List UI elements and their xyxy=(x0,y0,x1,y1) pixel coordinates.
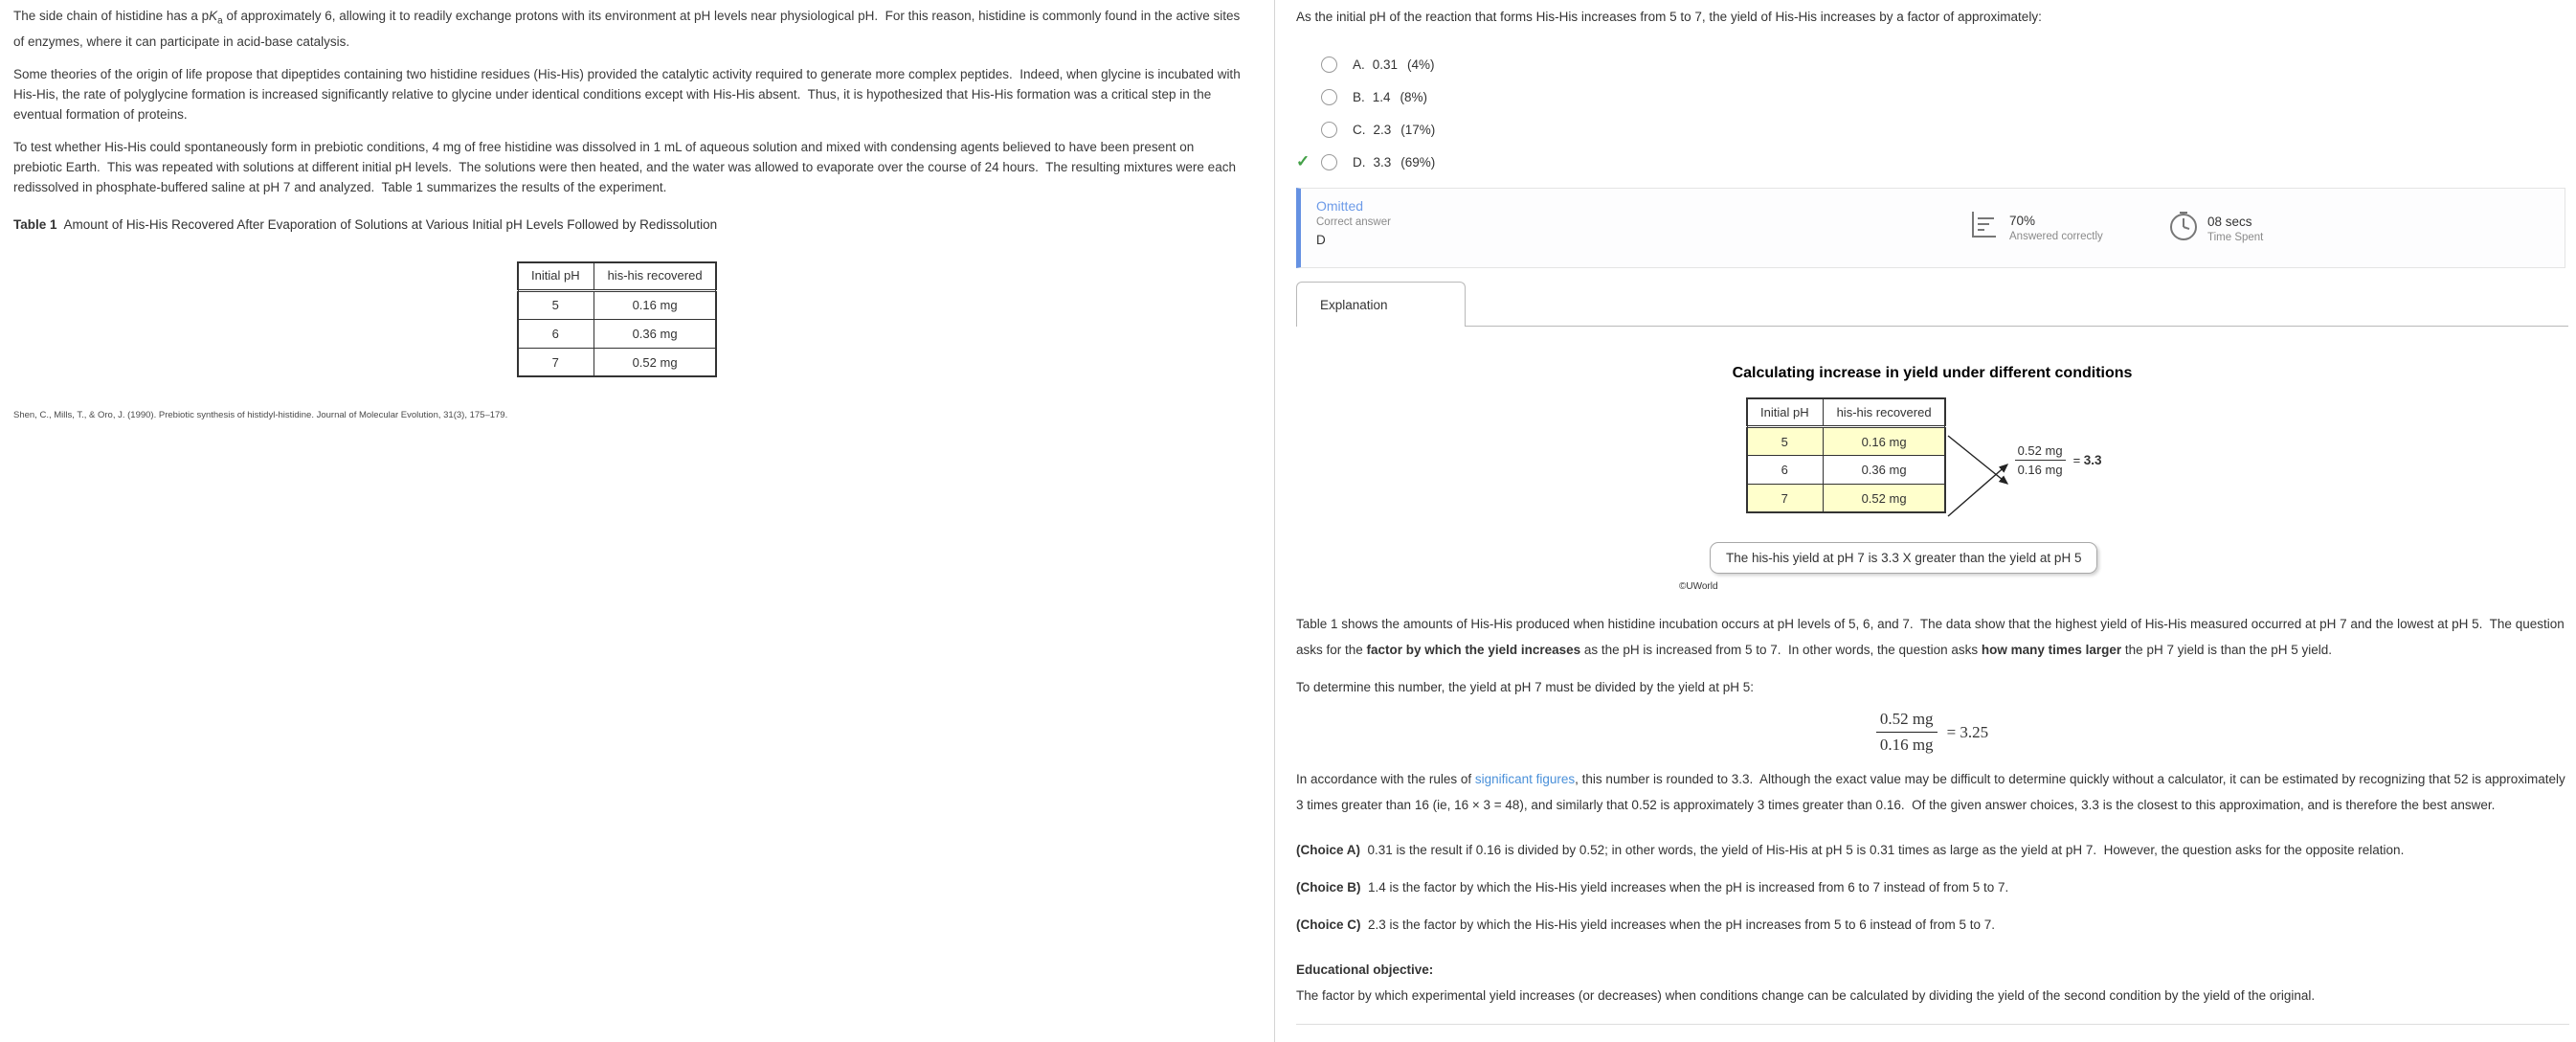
choice-letter: D. xyxy=(1353,154,1366,170)
equals-sign: = xyxy=(2072,453,2084,467)
choice-letter: B. xyxy=(1353,89,1365,104)
table-caption-text: Amount of His-His Recovered After Evaporation of Solutions at Various Initial pH Levels Followed by Redissolution xyxy=(60,216,718,232)
fraction-numerator: 0.52 mg xyxy=(2015,443,2066,461)
table-row: 6 0.36 mg xyxy=(1747,456,1946,485)
cell-ph: 7 xyxy=(518,348,594,376)
cell-ph: 5 xyxy=(518,290,594,319)
choice-percent: (8%) xyxy=(1400,89,1428,104)
choice-d[interactable] xyxy=(1296,146,2568,178)
passage-text: of approximately 6, allowing it to readily exchange protons with its environment at pH levels near physiological pH. For this reason, histidine is commonly found in the active sites of enzymes, where it can participate in acid-base catalysis. xyxy=(13,9,1244,49)
choice-c[interactable] xyxy=(1296,113,2568,146)
table-caption-label: Table 1 xyxy=(13,216,57,232)
fraction-result: 3.3 xyxy=(2083,453,2102,467)
cell-recovered: 0.52 mg xyxy=(594,348,716,376)
time-label: Time Spent xyxy=(2207,231,2264,243)
choice-letter: C. xyxy=(1353,122,1366,137)
panel-divider xyxy=(1274,0,1275,1042)
tab-explanation[interactable]: Explanation xyxy=(1296,282,1466,327)
radio-button[interactable] xyxy=(1321,122,1337,138)
choice-c-explanation: (Choice C) 2.3 is the factor by which the His-His yield increases when the pH increases from 5 to 6 instead of from 5 to 7. xyxy=(1296,917,1996,932)
passage-text: The side chain of histidine has a p xyxy=(13,9,210,23)
educational-objective: Educational objective: The factor by which experimental yield increases (or decreases) when conditions change can be calculated by dividing the yield of the second condition by the yield of the original. xyxy=(1296,963,2316,1003)
status-badge: Omitted xyxy=(1316,198,1364,214)
table-caption xyxy=(13,215,1243,235)
answered-label: Answered correctly xyxy=(2009,230,2103,242)
correct-check-icon: ✓ xyxy=(1296,152,1310,170)
result-status-block xyxy=(1316,198,1391,247)
choice-letter: A. xyxy=(1353,57,1365,72)
choice-value: 1.4 xyxy=(1372,89,1391,104)
choice-value: 0.31 xyxy=(1372,57,1399,72)
column-header: his-his recovered xyxy=(594,261,716,290)
figure-fraction xyxy=(2015,443,2102,477)
explanation-paragraph: In accordance with the rules of significant figures, this number is rounded to 3.3. Although the exact value may be difficult to determine quickly without a calculator, it can be estimated by recognizing that 52 is approximately 3 times greater than 16 (ie, 16 × 3 = 48), and similarly that 0.52 is approximately 3 times greater than 0.16. Of the given answer choices, 3.3 is the closest to this approximation, and is therefore the best answer. xyxy=(1296,772,2569,812)
choice-b-explanation: (Choice B) 1.4 is the factor by which the His-His yield increases when the pH is increased from 6 to 7 instead of from 5 to 7. xyxy=(1296,880,2009,895)
table-row xyxy=(518,319,717,348)
radio-button[interactable] xyxy=(1321,154,1337,170)
column-header: his-his recovered xyxy=(1823,398,1945,427)
passage-table-wrap xyxy=(517,261,1243,377)
choice-value: 3.3 xyxy=(1373,154,1392,170)
choice-label: (Choice A) xyxy=(1296,843,1360,857)
figure-table xyxy=(1746,397,1946,513)
significant-figures-link[interactable]: significant figures xyxy=(1474,772,1576,786)
radio-button[interactable] xyxy=(1321,89,1337,105)
cell-ph: 6 xyxy=(518,319,594,348)
equation xyxy=(1296,710,2568,755)
passage-paragraph: Some theories of the origin of life propose that dipeptides containing two histidine residues (His-His) provided the catalytic activity required to generate more complex peptides. Indeed, when glycine is incubated with His-His, the rate of polyglycine formation is increased significantly relative to glycine under identical conditions except with His-His absent. Thus, it is hypothesized that His-His formation was a critical step in the eventual formation of proteins. xyxy=(13,66,1244,122)
answered-correctly-stat xyxy=(1969,210,2103,245)
figure-title: Calculating increase in yield under different conditions xyxy=(1732,365,2133,381)
choice-percent: (17%) xyxy=(1400,122,1436,137)
clock-icon xyxy=(2167,210,2200,247)
column-header: Initial pH xyxy=(518,261,594,290)
answered-percent: 70% xyxy=(2009,213,2036,228)
choice-value: 2.3 xyxy=(1373,122,1392,137)
copyright-label: ©UWorld xyxy=(1679,581,1718,592)
cell-recovered: 0.16 mg xyxy=(594,290,716,319)
table-row-highlighted: 7 0.52 mg xyxy=(1747,485,1946,513)
correct-answer-value: D xyxy=(1316,233,1326,247)
bar-chart-icon xyxy=(1969,210,2002,245)
choice-percent: (69%) xyxy=(1400,154,1436,170)
choice-b[interactable] xyxy=(1296,80,2568,113)
passage-panel xyxy=(13,6,1243,420)
explanation-paragraph: To determine this number, the yield at pH 7 must be divided by the yield at pH 5: xyxy=(1296,680,1755,694)
equation-numerator: 0.52 mg xyxy=(1876,710,1938,733)
choice-percent: (4%) xyxy=(1407,57,1435,72)
passage-table xyxy=(517,261,717,377)
figure-table-wrap xyxy=(1746,397,1946,513)
choice-a[interactable] xyxy=(1296,48,2568,80)
choice-label: (Choice B) xyxy=(1296,880,1361,895)
tab-bar xyxy=(1296,282,2568,327)
fraction-denominator: 0.16 mg xyxy=(2017,463,2063,477)
correct-answer-label: Correct answer xyxy=(1316,216,1391,228)
pka-subscript: a xyxy=(217,15,223,27)
answer-choices xyxy=(1296,48,2568,178)
passage-paragraph: To test whether His-His could spontaneously form in prebiotic conditions, 4 mg of free histidine was dissolved in 1 mL of aqueous solution and mixed with condensing agents believed to have been present on prebiotic Earth. This was repeated with solutions at different initial pH levels. The solutions were then heated, and the water was allowed to evaporate over the course of 24 hours. The resulting mixtures were each redissolved in phosphate-buffered saline at pH 7 and analyzed. Table 1 summarizes the results of the experiment. xyxy=(13,139,1240,194)
figure-diagram xyxy=(1746,397,2568,529)
time-value: 08 secs xyxy=(2207,214,2252,229)
objective-heading: Educational objective: xyxy=(1296,963,1434,977)
radio-button[interactable] xyxy=(1321,57,1337,73)
cell-recovered: 0.36 mg xyxy=(594,319,716,348)
table-row xyxy=(518,290,717,319)
choice-label: (Choice C) xyxy=(1296,917,1361,932)
citation: Shen, C., Mills, T., & Oro, J. (1990). Prebiotic synthesis of histidyl-histidine. Journal of Molecular Evolution, 31(3), 175–179. xyxy=(13,409,508,420)
result-summary-box xyxy=(1296,188,2565,268)
pka-symbol: K xyxy=(209,9,218,23)
figure-caption-box: The his-his yield at pH 7 is 3.3 X greater than the yield at pH 5 xyxy=(1710,542,2097,574)
equation-result: = 3.25 xyxy=(1946,722,1989,741)
passage-paragraph xyxy=(13,6,1243,52)
table-row-highlighted: 5 0.16 mg xyxy=(1747,427,1946,456)
explanation-paragraph: Table 1 shows the amounts of His-His produced when histidine incubation occurs at pH levels of 5, 6, and 7. The data show that the highest yield of His-His measured occurred at pH 7 and the lowest at pH 5. The question asks for the factor by which the yield increases as the pH is increased from 5 to 7. In other words, the question asks how many times larger the pH 7 yield is than the pH 5 yield. xyxy=(1296,617,2568,657)
table-row xyxy=(518,348,717,376)
bottom-divider xyxy=(1296,1024,2569,1025)
question-panel xyxy=(1290,0,2576,1025)
time-spent-stat xyxy=(2167,210,2263,247)
question-stem: As the initial pH of the reaction that forms His-His increases from 5 to 7, the yield of His-His increases by a factor of approximately: xyxy=(1296,10,2042,24)
crossing-arrows xyxy=(1946,428,2015,529)
column-header: Initial pH xyxy=(1747,398,1824,427)
equation-denominator: 0.16 mg xyxy=(1879,736,1934,754)
choice-a-explanation: (Choice A) 0.31 is the result if 0.16 is divided by 0.52; in other words, the yield of His-His at pH 5 is 0.31 times as large as the yield at pH 7. However, the question asks for the opposite relation. xyxy=(1296,843,2405,857)
